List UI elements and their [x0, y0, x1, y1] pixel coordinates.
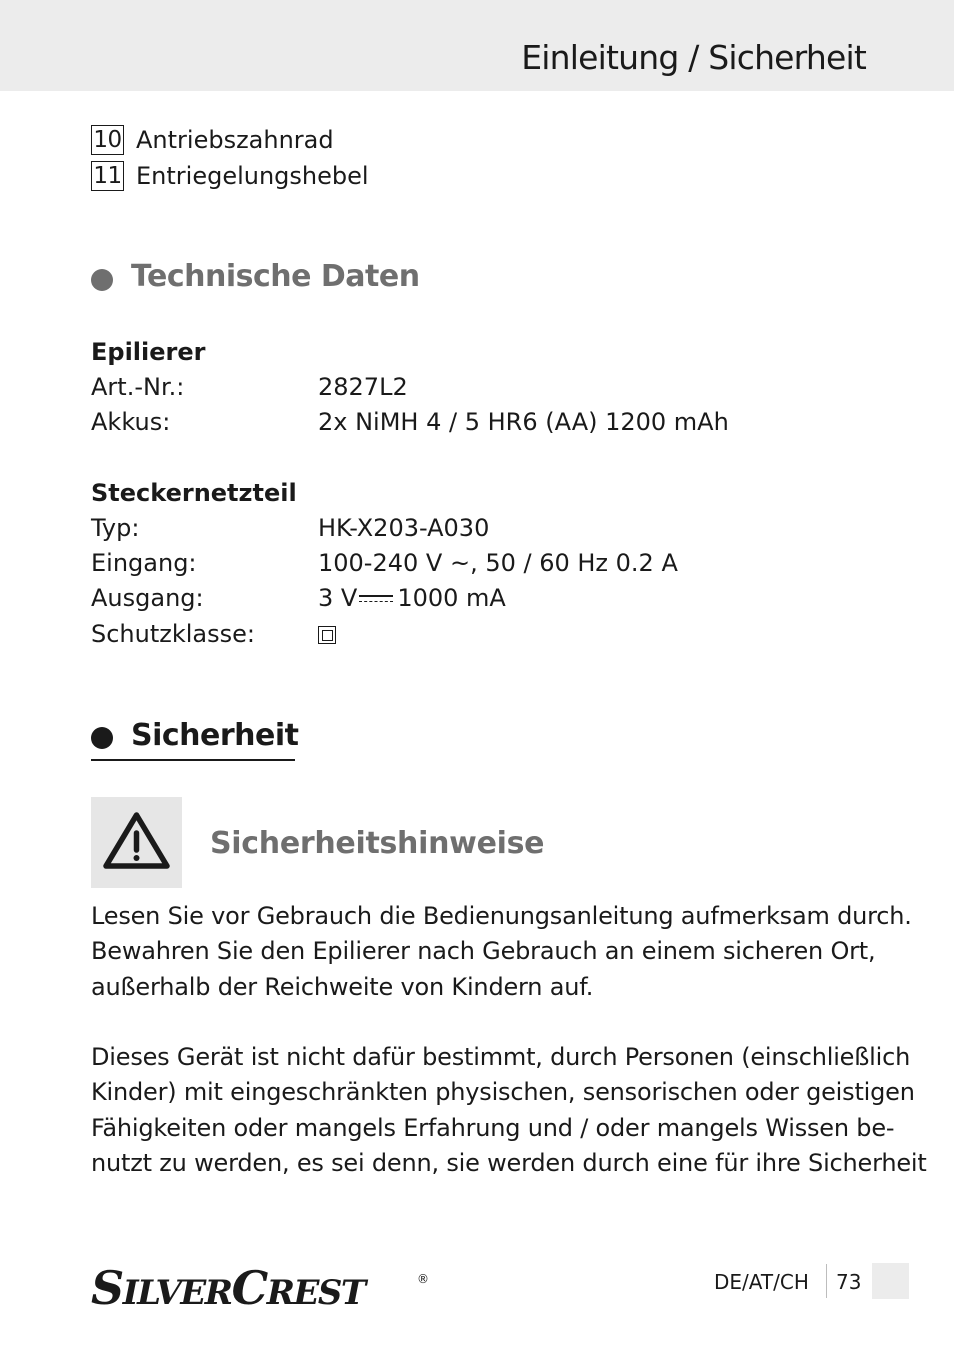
safety-paragraph	[91, 899, 912, 1005]
spec-row	[91, 549, 678, 577]
svg-text:®: ®	[417, 1272, 429, 1286]
page-number: 73	[836, 1270, 862, 1294]
output-current: 1000 mA	[397, 584, 506, 612]
protection-class-ii-icon	[318, 626, 336, 644]
text-line: Lesen Sie vor Gebrauch die Bedienungsanleitung aufmerksam durch.	[91, 902, 912, 930]
spec-row	[91, 584, 506, 612]
spec-value: 2827L2	[318, 373, 408, 401]
section-bullet	[91, 269, 113, 291]
footer-divider	[826, 1264, 827, 1298]
page-title: Einleitung / Sicherheit	[521, 38, 866, 77]
text-line: Fähigkeiten oder mangels Erfahrung und / oder mangels Wissen be-	[91, 1113, 895, 1142]
warning-triangle-icon	[91, 797, 182, 888]
spec-value: 2x NiMH 4 / 5 HR6 (AA) 1200 mAh	[318, 408, 729, 436]
spec-label: Ausgang:	[91, 584, 204, 612]
section-bullet	[91, 727, 113, 749]
warning-box	[91, 797, 182, 888]
text-line: nutzt zu werden, es sei denn, sie werden durch eine für ihre Sicherheit	[91, 1148, 927, 1177]
safety-subheading: Sicherheitshinweise	[210, 826, 545, 861]
spec-value: HK-X203-A030	[318, 514, 490, 542]
svg-text:SILVERCREST: SILVERCREST	[91, 1262, 365, 1312]
safety-heading: Sicherheit	[131, 718, 299, 753]
spec-label: Typ:	[91, 514, 140, 542]
silvercrest-logo	[91, 1262, 436, 1312]
spec-row	[91, 514, 490, 542]
legend-number: 10	[91, 125, 124, 155]
spec-row	[91, 408, 729, 436]
heading-underline	[91, 759, 295, 761]
text-line: außerhalb der Reichweite von Kindern auf.	[91, 972, 594, 1001]
text-line: Kinder) mit eingeschränkten physischen, sensorischen oder geistigen	[91, 1078, 915, 1107]
spec-row	[91, 373, 408, 401]
technical-data-heading: Technische Daten	[131, 259, 420, 294]
spec-label: Art.-Nr.:	[91, 373, 185, 401]
footer-languages: DE/AT/CH	[714, 1270, 809, 1294]
spec-label: Eingang:	[91, 549, 197, 577]
spec-row	[91, 620, 255, 648]
direct-current-icon	[359, 592, 393, 606]
footer-tab	[872, 1263, 909, 1299]
adapter-title: Steckernetzteil	[91, 479, 297, 507]
safety-paragraph	[91, 1040, 927, 1181]
epilator-title: Epilierer	[91, 338, 206, 366]
text-line: Bewahren Sie den Epilierer nach Gebrauch an einem sicheren Ort,	[91, 937, 876, 966]
spec-value	[318, 584, 506, 612]
legend-label: Antriebszahnrad	[136, 126, 334, 154]
legend-label: Entriegelungshebel	[136, 162, 369, 190]
text-line: Dieses Gerät ist nicht dafür bestimmt, durch Personen (einschließlich	[91, 1043, 911, 1071]
output-voltage: 3 V	[318, 584, 358, 612]
spec-label: Schutzklasse:	[91, 620, 255, 648]
spec-value: 100-240 V ~, 50 / 60 Hz 0.2 A	[318, 549, 678, 577]
spec-label: Akkus:	[91, 408, 171, 436]
legend-number: 11	[91, 161, 124, 191]
brand-logo	[91, 1262, 436, 1316]
